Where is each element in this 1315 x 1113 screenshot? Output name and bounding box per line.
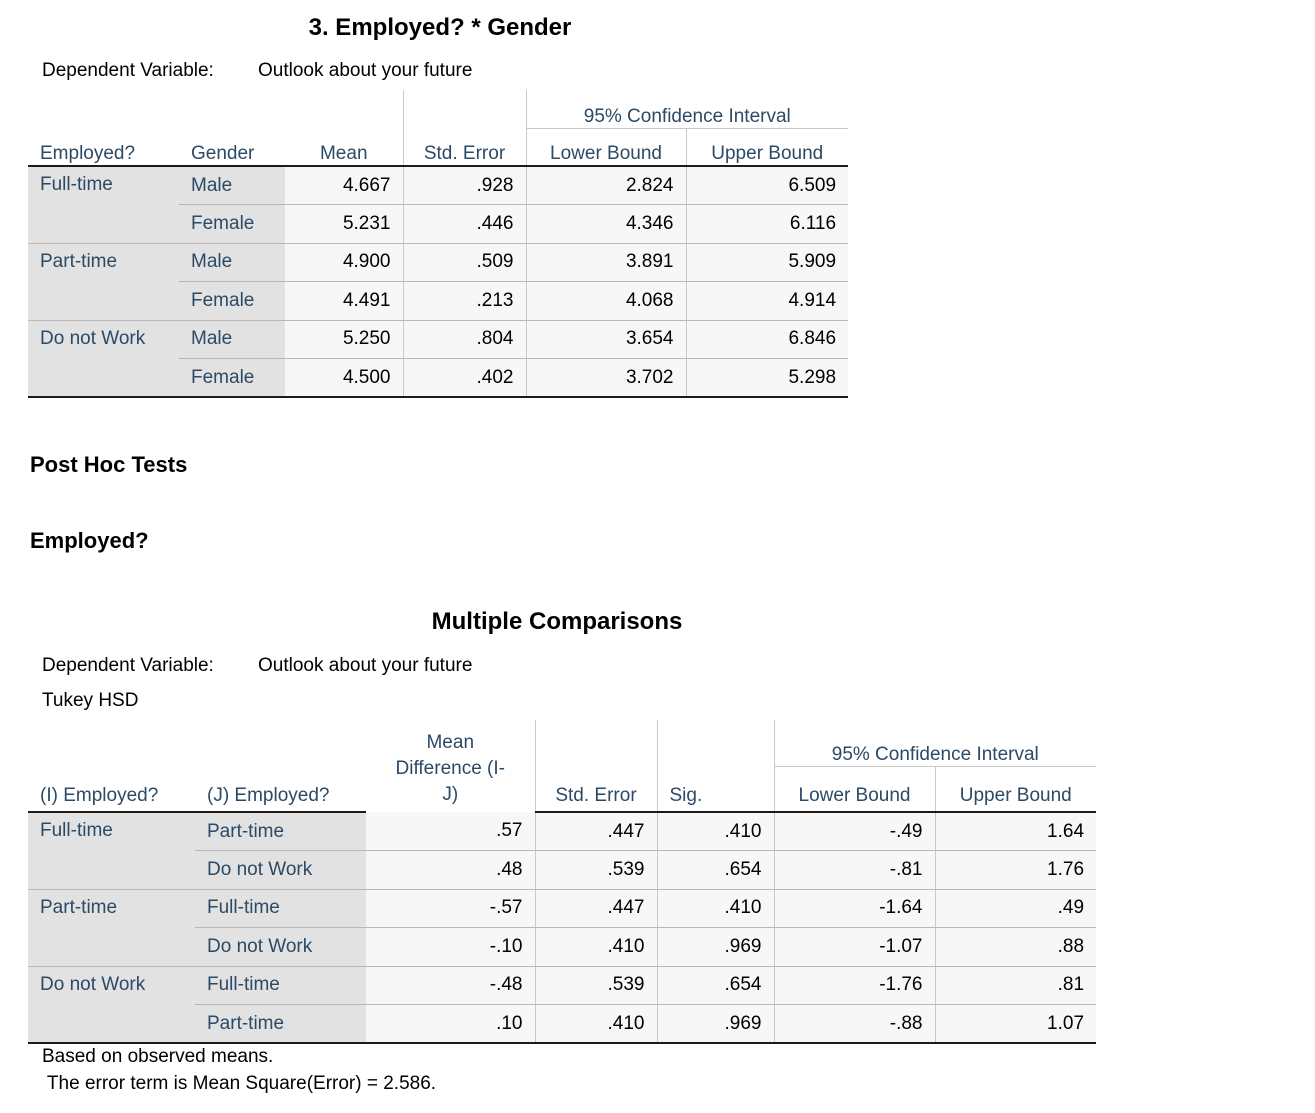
table-row (28, 889, 1096, 928)
i-employed-group-label: Do not Work (28, 966, 195, 1043)
stderr-cell: .402 (403, 359, 526, 398)
table2-method: Tukey HSD (42, 690, 139, 711)
j-employed-cell: Part-time (195, 812, 366, 851)
stderr-header-2: Std. Error (535, 766, 657, 812)
mean-cell: 4.900 (285, 243, 403, 282)
upper-bound-cell: .49 (935, 889, 1096, 928)
table2-dependent-value: Outlook about your future (258, 655, 473, 676)
stderr-cell: .410 (535, 928, 657, 967)
upper-bound-cell: 1.07 (935, 1005, 1096, 1044)
sig-cell: .654 (657, 966, 774, 1005)
lower-bound-cell: -.88 (774, 1005, 935, 1044)
lower-bound-cell: 2.824 (526, 166, 686, 205)
footnote-observed-means: Based on observed means. (42, 1046, 274, 1067)
stderr-cell: .539 (535, 966, 657, 1005)
table1-dependent-value: Outlook about your future (258, 60, 473, 81)
multiple-comparisons-table (28, 720, 1096, 1044)
mean-cell: 4.500 (285, 359, 403, 398)
j-employed-cell: Do not Work (195, 851, 366, 890)
table1-title: 3. Employed? * Gender (308, 14, 572, 41)
upper-bound-cell: .81 (935, 966, 1096, 1005)
sig-cell: .969 (657, 928, 774, 967)
upper-bound-cell: 6.846 (686, 320, 848, 359)
ci-header: 95% Confidence Interval (526, 90, 848, 128)
mean-difference-cell: -.10 (366, 928, 535, 967)
upper-bound-cell: 4.914 (686, 282, 848, 321)
mean-cell: 4.667 (285, 166, 403, 205)
post-hoc-heading: Post Hoc Tests (30, 452, 188, 477)
employed-group-label: Do not Work (28, 320, 179, 397)
j-employed-cell: Part-time (195, 1005, 366, 1044)
estimates-table (28, 90, 848, 398)
mean-header: Mean (285, 128, 403, 166)
gender-cell: Female (179, 205, 285, 244)
lower-bound-cell: 4.068 (526, 282, 686, 321)
mean-difference-header: Mean Difference (I- J) (395, 732, 505, 805)
table-row (28, 966, 1096, 1005)
employed-group-label: Part-time (28, 243, 179, 320)
stderr-cell: .213 (403, 282, 526, 321)
table1-dependent-label: Dependent Variable: (42, 60, 214, 81)
ci-header-2: 95% Confidence Interval (774, 720, 1096, 766)
upper-bound-header: Upper Bound (686, 128, 848, 166)
stderr-header: Std. Error (403, 128, 526, 166)
table-row (28, 320, 848, 359)
employed-header: Employed? (28, 128, 179, 166)
gender-cell: Female (179, 359, 285, 398)
j-employed-cell: Do not Work (195, 928, 366, 967)
upper-bound-cell: 6.116 (686, 205, 848, 244)
mean-cell: 4.491 (285, 282, 403, 321)
lower-bound-cell: 3.654 (526, 320, 686, 359)
mean-cell: 5.231 (285, 205, 403, 244)
table-row (28, 166, 848, 205)
lower-bound-header-2: Lower Bound (774, 766, 935, 812)
gender-cell: Male (179, 243, 285, 282)
gender-cell: Male (179, 166, 285, 205)
stderr-cell: .539 (535, 851, 657, 890)
mean-difference-cell: .10 (366, 1005, 535, 1044)
gender-cell: Male (179, 320, 285, 359)
gender-cell: Female (179, 282, 285, 321)
lower-bound-cell: -.49 (774, 812, 935, 851)
stderr-cell: .447 (535, 889, 657, 928)
stderr-cell: .804 (403, 320, 526, 359)
lower-bound-cell: -1.64 (774, 889, 935, 928)
upper-bound-cell: .88 (935, 928, 1096, 967)
lower-bound-header: Lower Bound (526, 128, 686, 166)
stderr-cell: .446 (403, 205, 526, 244)
i-employed-group-label: Full-time (28, 812, 195, 889)
sig-cell: .410 (657, 812, 774, 851)
sig-cell: .654 (657, 851, 774, 890)
footnote-error-term: The error term is Mean Square(Error) = 2.586. (42, 1073, 437, 1094)
stderr-cell: .447 (535, 812, 657, 851)
stderr-cell: .928 (403, 166, 526, 205)
j-employed-cell: Full-time (195, 889, 366, 928)
i-employed-header: (I) Employed? (28, 766, 195, 812)
j-employed-header: (J) Employed? (195, 766, 366, 812)
employed-group-label: Full-time (28, 166, 179, 243)
stderr-cell: .410 (535, 1005, 657, 1044)
i-employed-group-label: Part-time (28, 889, 195, 966)
upper-bound-cell: 5.909 (686, 243, 848, 282)
table-row (28, 243, 848, 282)
j-employed-cell: Full-time (195, 966, 366, 1005)
table2-title: Multiple Comparisons (431, 608, 683, 635)
lower-bound-cell: 4.346 (526, 205, 686, 244)
lower-bound-cell: -1.76 (774, 966, 935, 1005)
lower-bound-cell: 3.891 (526, 243, 686, 282)
mean-difference-cell: -.57 (366, 889, 535, 928)
lower-bound-cell: -1.07 (774, 928, 935, 967)
mean-difference-cell: .48 (366, 851, 535, 890)
upper-bound-cell: 1.76 (935, 851, 1096, 890)
upper-bound-cell: 5.298 (686, 359, 848, 398)
sig-header: Sig. (657, 766, 774, 812)
table2-dependent-label: Dependent Variable: (42, 655, 214, 676)
sig-cell: .410 (657, 889, 774, 928)
upper-bound-cell: 1.64 (935, 812, 1096, 851)
mean-difference-cell: -.48 (366, 966, 535, 1005)
gender-header: Gender (179, 128, 285, 166)
lower-bound-cell: 3.702 (526, 359, 686, 398)
lower-bound-cell: -.81 (774, 851, 935, 890)
table-row (28, 812, 1096, 851)
employed-heading: Employed? (30, 528, 149, 553)
stderr-cell: .509 (403, 243, 526, 282)
sig-cell: .969 (657, 1005, 774, 1044)
mean-difference-cell: .57 (366, 812, 535, 851)
mean-cell: 5.250 (285, 320, 403, 359)
upper-bound-header-2: Upper Bound (935, 766, 1096, 812)
upper-bound-cell: 6.509 (686, 166, 848, 205)
